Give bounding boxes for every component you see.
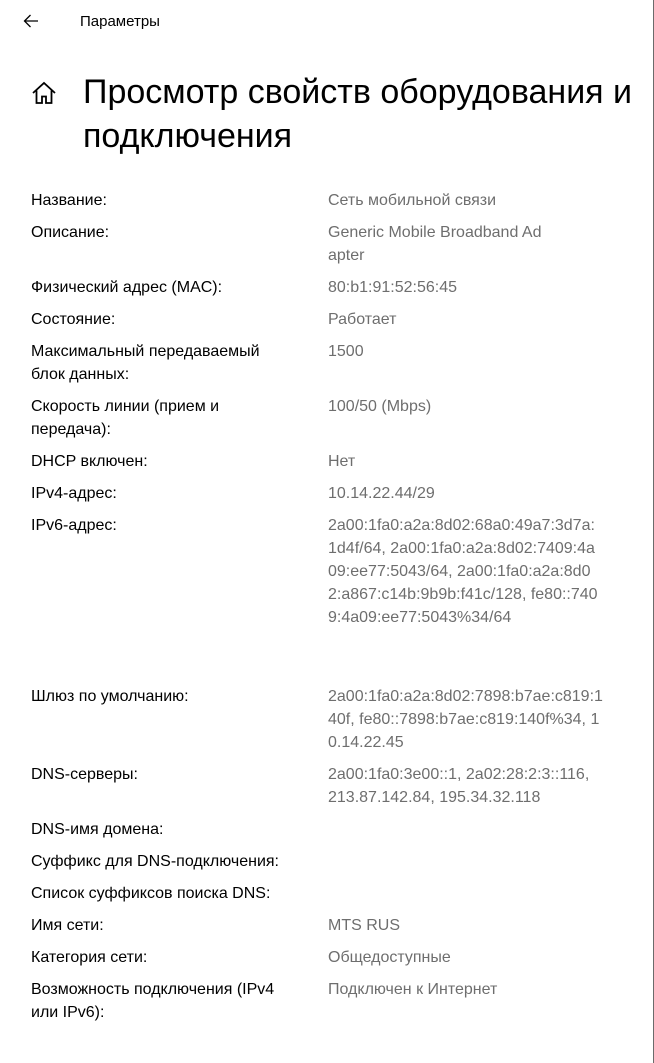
property-value: Сеть мобильной связи xyxy=(328,192,497,209)
property-value: Нет xyxy=(328,453,356,470)
property-label: Максимальный передаваемый блок данных: xyxy=(31,343,260,383)
property-value: 1500 xyxy=(328,343,364,360)
property-value: Подключен к Интернет xyxy=(328,981,498,998)
back-arrow-icon xyxy=(23,14,39,28)
property-value: MTS RUS xyxy=(328,917,400,934)
property-value: 80:b1:91:52:56:45 xyxy=(328,279,458,296)
property-label: IPv4-адрес: xyxy=(31,485,117,502)
property-label: Суффикс для DNS-подключения: xyxy=(31,853,279,870)
property-label: DNS-серверы: xyxy=(31,766,138,783)
property-value: 2a00:1fa0:a2a:8d02:7898:b7ae:c819:140f, fe80::7898:b7ae:c819:140f%34, 10.14.22.45 xyxy=(328,688,603,751)
property-label: DNS-имя домена: xyxy=(31,821,164,838)
property-label: Описание: xyxy=(31,224,110,241)
property-label: Скорость линии (прием и передача): xyxy=(31,398,220,438)
property-value: 2a00:1fa0:3e00::1, 2a02:28:2:3::116, 213.87.142.84, 195.34.32.118 xyxy=(328,766,590,806)
window-title: Параметры xyxy=(80,13,160,30)
property-value: 100/50 (Mbps) xyxy=(328,398,432,415)
property-label: Возможность подключения (IPv4 или IPv6): xyxy=(31,981,275,1021)
property-label: Имя сети: xyxy=(31,917,104,934)
property-label: Состояние: xyxy=(31,311,116,328)
property-label: Название: xyxy=(31,192,107,209)
property-value: Общедоступные xyxy=(328,949,451,966)
back-button[interactable] xyxy=(14,6,48,36)
property-value: Работает xyxy=(328,311,397,328)
property-label: DHCP включен: xyxy=(31,453,148,470)
property-label: Физический адрес (MAC): xyxy=(31,279,223,296)
property-label: IPv6-адрес: xyxy=(31,517,117,534)
page-title: Просмотр свойств оборудования и подключения xyxy=(83,73,633,155)
property-value: 10.14.22.44/29 xyxy=(328,485,435,502)
property-value: Generic Mobile Broadband Adapter xyxy=(328,224,542,264)
property-label: Категория сети: xyxy=(31,949,148,966)
property-label: Шлюз по умолчанию: xyxy=(31,688,189,705)
title-bar xyxy=(0,0,653,44)
home-icon xyxy=(31,81,57,105)
property-label: Список суффиксов поиска DNS: xyxy=(31,885,271,902)
property-value: 2a00:1fa0:a2a:8d02:68a0:49a7:3d7a:1d4f/64, 2a00:1fa0:a2a:8d02:7409:4a09:ee77:5043/64, 2a00:1fa0:a2a:8d02:a867:c14b:9b9b:f41c/128, fe80::7409:4a09:ee77:5043%34/64 xyxy=(328,517,598,626)
